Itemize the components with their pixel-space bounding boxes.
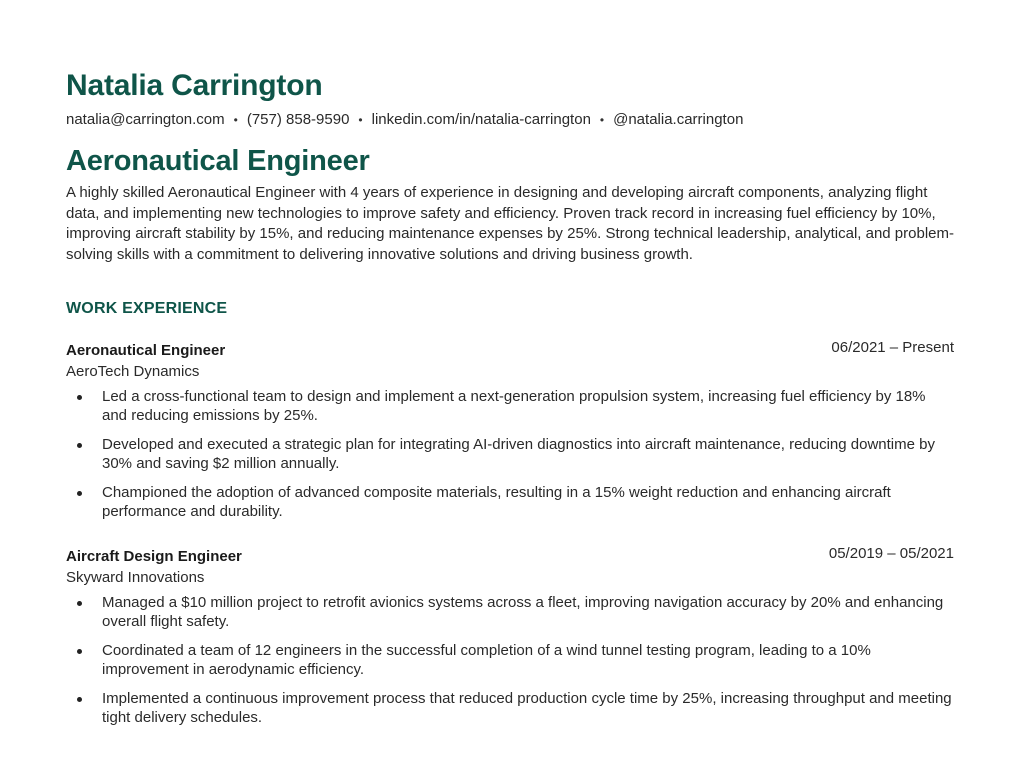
bullet-dot-icon xyxy=(77,395,82,400)
job-bullets xyxy=(66,387,954,521)
job-entry xyxy=(66,341,954,521)
bullet-text: Developed and executed a strategic plan for integrating AI-driven diagnostics into aircraft maintenance, reducing downtime by 30% and saving $2 million annually. xyxy=(102,436,935,472)
contact-line xyxy=(66,109,954,131)
contact-linkedin: linkedin.com/in/natalia-carrington xyxy=(371,111,591,128)
bullet-dot-icon xyxy=(77,697,82,702)
contact-separator: • xyxy=(358,113,363,127)
bullet-item xyxy=(66,641,954,679)
job-company: AeroTech Dynamics xyxy=(66,363,200,380)
bullet-item xyxy=(66,689,954,727)
job-company: Skyward Innovations xyxy=(66,569,205,586)
bullet-text: Implemented a continuous improvement process that reduced production cycle time by 25%, increasing throughput and meeting tight delivery schedules. xyxy=(102,690,952,726)
job-bullets xyxy=(66,593,954,727)
bullet-dot-icon xyxy=(77,491,82,496)
job-dates: 05/2019 – 05/2021 xyxy=(828,545,954,562)
bullet-dot-icon xyxy=(77,443,82,448)
contact-phone: (757) 858-9590 xyxy=(246,111,350,128)
job-entry xyxy=(66,547,954,727)
bullet-item xyxy=(66,435,954,473)
resume-page xyxy=(66,68,954,737)
bullet-dot-icon xyxy=(77,649,82,654)
job-role: Aircraft Design Engineer xyxy=(66,548,242,565)
bullet-text: Managed a $10 million project to retrofit avionics systems across a fleet, improving navigation accuracy by 20% and enhancing overall flight safety. xyxy=(102,594,944,630)
bullet-text: Coordinated a team of 12 engineers in the successful completion of a wind tunnel testing program, leading to a 10% improvement in aerodynamic efficiency. xyxy=(102,642,871,678)
bullet-item xyxy=(66,387,954,425)
bullet-dot-icon xyxy=(77,601,82,606)
bullet-item xyxy=(66,593,954,631)
job-role: Aeronautical Engineer xyxy=(66,342,226,359)
work-experience-heading: WORK EXPERIENCE xyxy=(66,300,228,317)
bullet-item xyxy=(66,483,954,521)
contact-handle: @natalia.carrington xyxy=(613,111,744,128)
job-title: Aeronautical Engineer xyxy=(66,145,370,177)
contact-separator: • xyxy=(233,113,238,127)
profile-summary: A highly skilled Aeronautical Engineer with 4 years of experience in designing and developing aircraft components, analyzing flight data, and implementing new technologies to improve safety and efficiency. Proven track record in increasing fuel efficiency by 10%, improving aircraft stability by 15%, and reducing maintenance expenses by 25%. Strong technical leadership, analytical, and problem-solving skills with a commitment to delivering innovative solutions and driving business growth. xyxy=(66,184,954,263)
bullet-text: Led a cross-functional team to design and implement a next-generation propulsion system, increasing fuel efficiency by 18% and reducing emissions by 25%. xyxy=(102,388,926,424)
job-dates: 06/2021 – Present xyxy=(831,339,954,356)
bullet-text: Championed the adoption of advanced composite materials, resulting in a 15% weight reduction and enhancing aircraft performance and durability. xyxy=(102,484,891,520)
contact-separator: • xyxy=(599,113,605,127)
candidate-name: Natalia Carrington xyxy=(66,69,323,102)
contact-email: natalia@carrington.com xyxy=(66,111,225,128)
